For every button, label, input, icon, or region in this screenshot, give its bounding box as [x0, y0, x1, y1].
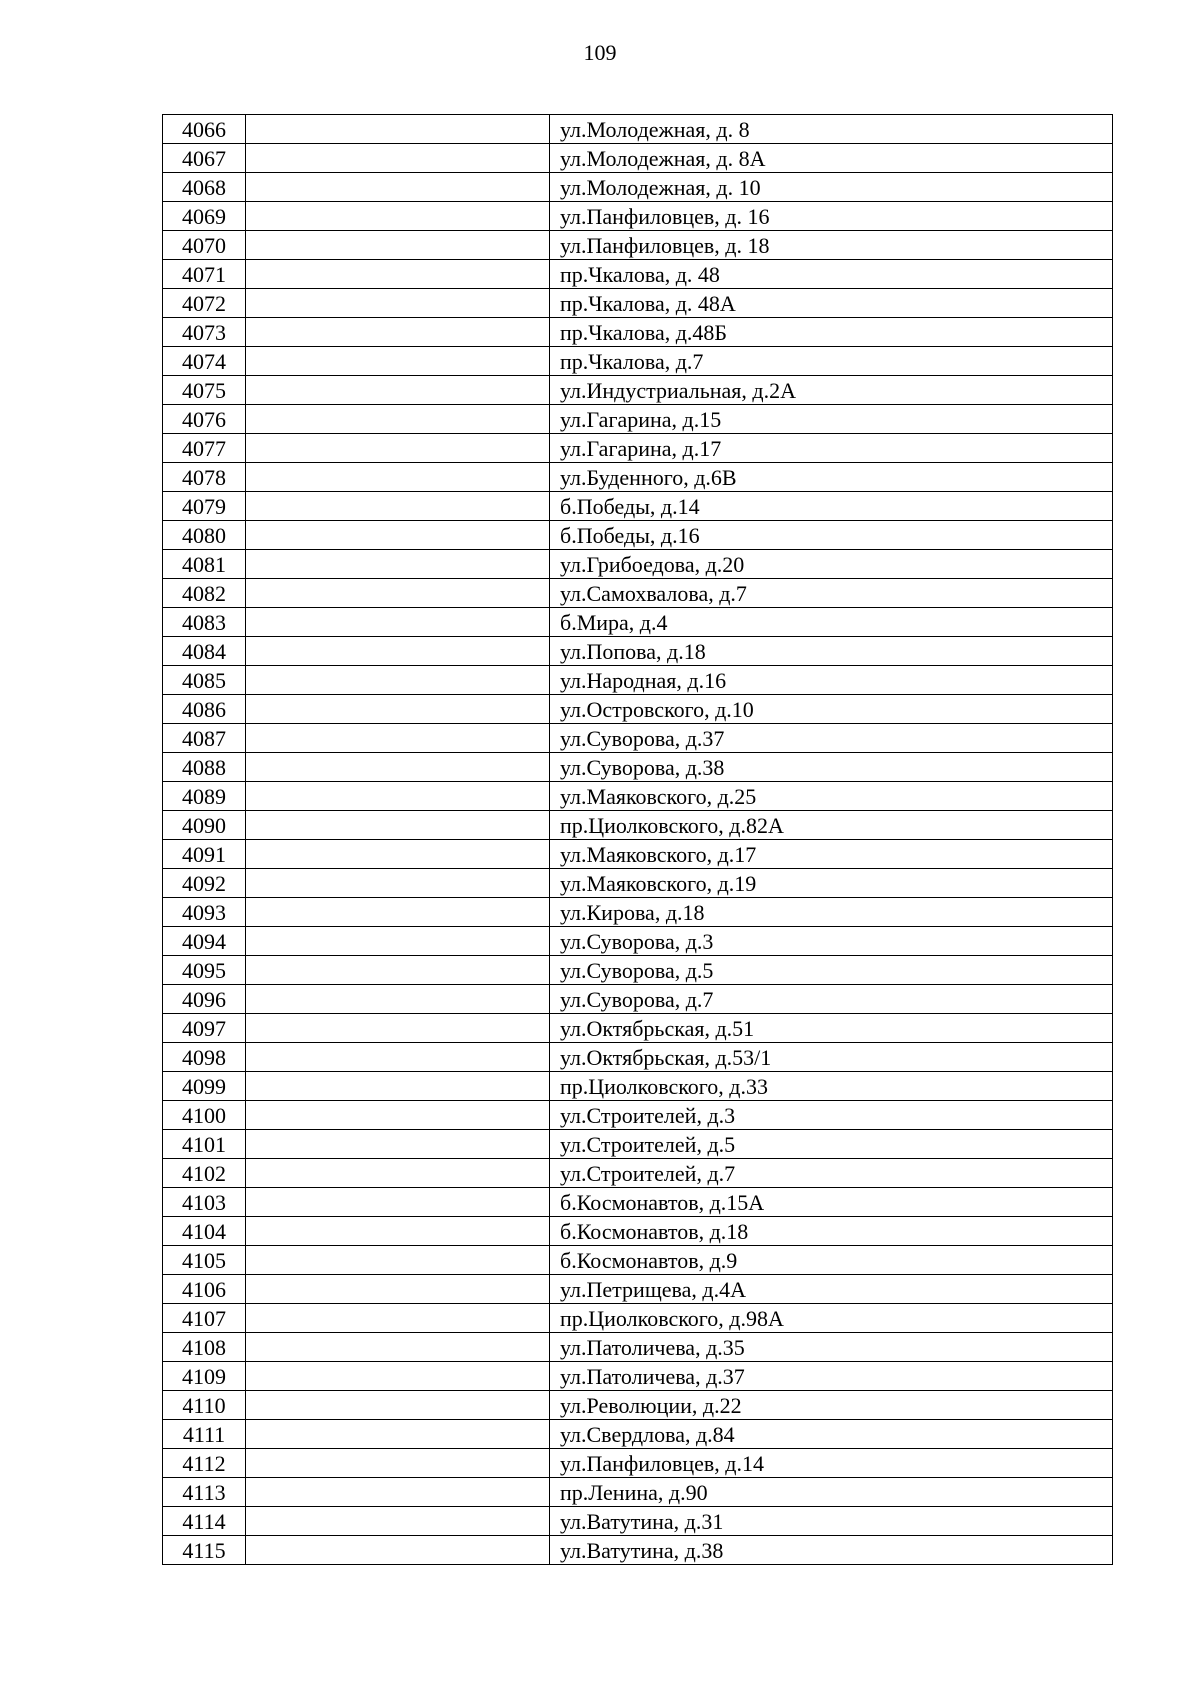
table-row: [163, 231, 1113, 260]
address-cell: ул.Свердлова, д.84: [550, 1420, 1113, 1449]
address-cell: пр.Циолковского, д.82А: [550, 811, 1113, 840]
empty-cell: [246, 695, 550, 724]
table-row: [163, 898, 1113, 927]
empty-cell: [246, 1449, 550, 1478]
row-number-cell: 4096: [163, 985, 246, 1014]
address-cell: ул.Ватутина, д.31: [550, 1507, 1113, 1536]
row-number-cell: 4092: [163, 869, 246, 898]
table-row: [163, 1217, 1113, 1246]
empty-cell: [246, 840, 550, 869]
empty-cell: [246, 202, 550, 231]
address-cell: ул.Молодежная, д. 10: [550, 173, 1113, 202]
address-cell: ул.Народная, д.16: [550, 666, 1113, 695]
empty-cell: [246, 144, 550, 173]
empty-cell: [246, 608, 550, 637]
table-row: [163, 985, 1113, 1014]
row-number-cell: 4108: [163, 1333, 246, 1362]
empty-cell: [246, 1217, 550, 1246]
table-row: [163, 811, 1113, 840]
row-number-cell: 4078: [163, 463, 246, 492]
empty-cell: [246, 434, 550, 463]
row-number-cell: 4102: [163, 1159, 246, 1188]
empty-cell: [246, 637, 550, 666]
empty-cell: [246, 1043, 550, 1072]
table-row: [163, 1159, 1113, 1188]
row-number-cell: 4093: [163, 898, 246, 927]
table-row: [163, 1333, 1113, 1362]
table-row: [163, 550, 1113, 579]
row-number-cell: 4070: [163, 231, 246, 260]
table-row: [163, 1391, 1113, 1420]
row-number-cell: 4084: [163, 637, 246, 666]
address-cell: ул.Панфиловцев, д. 18: [550, 231, 1113, 260]
address-cell: ул.Суворова, д.3: [550, 927, 1113, 956]
address-cell: б.Победы, д.14: [550, 492, 1113, 521]
row-number-cell: 4089: [163, 782, 246, 811]
address-cell: ул.Островского, д.10: [550, 695, 1113, 724]
row-number-cell: 4087: [163, 724, 246, 753]
empty-cell: [246, 927, 550, 956]
table-row: [163, 260, 1113, 289]
table-row: [163, 840, 1113, 869]
row-number-cell: 4113: [163, 1478, 246, 1507]
row-number-cell: 4085: [163, 666, 246, 695]
row-number-cell: 4115: [163, 1536, 246, 1565]
row-number-cell: 4088: [163, 753, 246, 782]
row-number-cell: 4100: [163, 1101, 246, 1130]
table-row: [163, 115, 1113, 144]
row-number-cell: 4099: [163, 1072, 246, 1101]
address-cell: ул.Грибоедова, д.20: [550, 550, 1113, 579]
table-row: [163, 1507, 1113, 1536]
row-number-cell: 4083: [163, 608, 246, 637]
table-row: [163, 753, 1113, 782]
address-cell: пр.Ленина, д.90: [550, 1478, 1113, 1507]
address-cell: пр.Чкалова, д. 48: [550, 260, 1113, 289]
table-row: [163, 637, 1113, 666]
row-number-cell: 4071: [163, 260, 246, 289]
empty-cell: [246, 666, 550, 695]
table-row: [163, 521, 1113, 550]
row-number-cell: 4114: [163, 1507, 246, 1536]
address-cell: ул.Самохвалова, д.7: [550, 579, 1113, 608]
empty-cell: [246, 1101, 550, 1130]
address-cell: пр.Чкалова, д.7: [550, 347, 1113, 376]
address-cell: ул.Патоличева, д.37: [550, 1362, 1113, 1391]
table-row: [163, 173, 1113, 202]
empty-cell: [246, 492, 550, 521]
empty-cell: [246, 1246, 550, 1275]
row-number-cell: 4080: [163, 521, 246, 550]
empty-cell: [246, 869, 550, 898]
table-row: [163, 376, 1113, 405]
row-number-cell: 4069: [163, 202, 246, 231]
empty-cell: [246, 724, 550, 753]
table-row: [163, 1246, 1113, 1275]
row-number-cell: 4072: [163, 289, 246, 318]
empty-cell: [246, 550, 550, 579]
address-cell: ул.Панфиловцев, д. 16: [550, 202, 1113, 231]
row-number-cell: 4111: [163, 1420, 246, 1449]
empty-cell: [246, 289, 550, 318]
table-row: [163, 289, 1113, 318]
table-row: [163, 405, 1113, 434]
row-number-cell: 4068: [163, 173, 246, 202]
empty-cell: [246, 753, 550, 782]
empty-cell: [246, 782, 550, 811]
empty-cell: [246, 898, 550, 927]
address-cell: ул.Суворова, д.5: [550, 956, 1113, 985]
table-row: [163, 1478, 1113, 1507]
empty-cell: [246, 347, 550, 376]
row-number-cell: 4067: [163, 144, 246, 173]
empty-cell: [246, 1478, 550, 1507]
empty-cell: [246, 231, 550, 260]
row-number-cell: 4073: [163, 318, 246, 347]
empty-cell: [246, 173, 550, 202]
empty-cell: [246, 405, 550, 434]
row-number-cell: 4079: [163, 492, 246, 521]
empty-cell: [246, 1333, 550, 1362]
address-cell: ул.Строителей, д.7: [550, 1159, 1113, 1188]
address-cell: ул.Строителей, д.3: [550, 1101, 1113, 1130]
row-number-cell: 4081: [163, 550, 246, 579]
table-row: [163, 1304, 1113, 1333]
address-cell: б.Космонавтов, д.15А: [550, 1188, 1113, 1217]
table-row: [163, 927, 1113, 956]
row-number-cell: 4097: [163, 1014, 246, 1043]
empty-cell: [246, 1304, 550, 1333]
address-table-body: [163, 115, 1113, 1565]
address-cell: пр.Чкалова, д.48Б: [550, 318, 1113, 347]
row-number-cell: 4103: [163, 1188, 246, 1217]
table-row: [163, 1101, 1113, 1130]
row-number-cell: 4105: [163, 1246, 246, 1275]
row-number-cell: 4091: [163, 840, 246, 869]
address-cell: б.Победы, д.16: [550, 521, 1113, 550]
table-row: [163, 1362, 1113, 1391]
address-cell: б.Космонавтов, д.9: [550, 1246, 1113, 1275]
empty-cell: [246, 1362, 550, 1391]
address-cell: ул.Петрищева, д.4А: [550, 1275, 1113, 1304]
empty-cell: [246, 1014, 550, 1043]
empty-cell: [246, 260, 550, 289]
row-number-cell: 4086: [163, 695, 246, 724]
row-number-cell: 4090: [163, 811, 246, 840]
table-row: [163, 1275, 1113, 1304]
address-cell: пр.Чкалова, д. 48А: [550, 289, 1113, 318]
row-number-cell: 4077: [163, 434, 246, 463]
address-cell: ул.Ватутина, д.38: [550, 1536, 1113, 1565]
row-number-cell: 4094: [163, 927, 246, 956]
address-cell: б.Мира, д.4: [550, 608, 1113, 637]
empty-cell: [246, 579, 550, 608]
table-row: [163, 782, 1113, 811]
table-row: [163, 347, 1113, 376]
address-cell: пр.Циолковского, д.33: [550, 1072, 1113, 1101]
address-cell: ул.Октябрьская, д.53/1: [550, 1043, 1113, 1072]
address-cell: ул.Строителей, д.5: [550, 1130, 1113, 1159]
address-cell: ул.Суворова, д.38: [550, 753, 1113, 782]
address-cell: ул.Кирова, д.18: [550, 898, 1113, 927]
empty-cell: [246, 985, 550, 1014]
empty-cell: [246, 1188, 550, 1217]
empty-cell: [246, 1536, 550, 1565]
empty-cell: [246, 1275, 550, 1304]
address-cell: ул.Революции, д.22: [550, 1391, 1113, 1420]
table-row: [163, 202, 1113, 231]
address-cell: ул.Патоличева, д.35: [550, 1333, 1113, 1362]
empty-cell: [246, 115, 550, 144]
address-cell: ул.Суворова, д.37: [550, 724, 1113, 753]
address-cell: пр.Циолковского, д.98А: [550, 1304, 1113, 1333]
table-row: [163, 492, 1113, 521]
table-row: [163, 695, 1113, 724]
address-cell: б.Космонавтов, д.18: [550, 1217, 1113, 1246]
table-row: [163, 144, 1113, 173]
table-row: [163, 1449, 1113, 1478]
table-row: [163, 463, 1113, 492]
row-number-cell: 4109: [163, 1362, 246, 1391]
address-cell: ул.Индустриальная, д.2А: [550, 376, 1113, 405]
table-row: [163, 956, 1113, 985]
address-cell: ул.Октябрьская, д.51: [550, 1014, 1113, 1043]
address-cell: ул.Маяковского, д.19: [550, 869, 1113, 898]
table-row: [163, 869, 1113, 898]
row-number-cell: 4075: [163, 376, 246, 405]
table-row: [163, 1188, 1113, 1217]
empty-cell: [246, 318, 550, 347]
row-number-cell: 4082: [163, 579, 246, 608]
row-number-cell: 4107: [163, 1304, 246, 1333]
table-row: [163, 608, 1113, 637]
row-number-cell: 4066: [163, 115, 246, 144]
row-number-cell: 4104: [163, 1217, 246, 1246]
table-row: [163, 434, 1113, 463]
table-row: [163, 318, 1113, 347]
empty-cell: [246, 811, 550, 840]
empty-cell: [246, 521, 550, 550]
address-cell: ул.Буденного, д.6В: [550, 463, 1113, 492]
address-cell: ул.Маяковского, д.17: [550, 840, 1113, 869]
empty-cell: [246, 463, 550, 492]
table-row: [163, 579, 1113, 608]
empty-cell: [246, 1130, 550, 1159]
address-cell: ул.Суворова, д.7: [550, 985, 1113, 1014]
table-row: [163, 1420, 1113, 1449]
table-row: [163, 1072, 1113, 1101]
table-row: [163, 1130, 1113, 1159]
row-number-cell: 4095: [163, 956, 246, 985]
table-row: [163, 724, 1113, 753]
table-row: [163, 1536, 1113, 1565]
row-number-cell: 4106: [163, 1275, 246, 1304]
row-number-cell: 4076: [163, 405, 246, 434]
table-row: [163, 1043, 1113, 1072]
empty-cell: [246, 1507, 550, 1536]
address-cell: ул.Панфиловцев, д.14: [550, 1449, 1113, 1478]
empty-cell: [246, 956, 550, 985]
address-cell: ул.Попова, д.18: [550, 637, 1113, 666]
empty-cell: [246, 1391, 550, 1420]
row-number-cell: 4098: [163, 1043, 246, 1072]
empty-cell: [246, 376, 550, 405]
address-cell: ул.Гагарина, д.17: [550, 434, 1113, 463]
row-number-cell: 4101: [163, 1130, 246, 1159]
address-cell: ул.Молодежная, д. 8: [550, 115, 1113, 144]
empty-cell: [246, 1072, 550, 1101]
row-number-cell: 4110: [163, 1391, 246, 1420]
page-number: 109: [583, 40, 617, 65]
empty-cell: [246, 1420, 550, 1449]
empty-cell: [246, 1159, 550, 1188]
row-number-cell: 4074: [163, 347, 246, 376]
address-table: [162, 114, 1113, 1565]
address-cell: ул.Гагарина, д.15: [550, 405, 1113, 434]
table-row: [163, 1014, 1113, 1043]
address-cell: ул.Маяковского, д.25: [550, 782, 1113, 811]
address-cell: ул.Молодежная, д. 8А: [550, 144, 1113, 173]
row-number-cell: 4112: [163, 1449, 246, 1478]
table-row: [163, 666, 1113, 695]
